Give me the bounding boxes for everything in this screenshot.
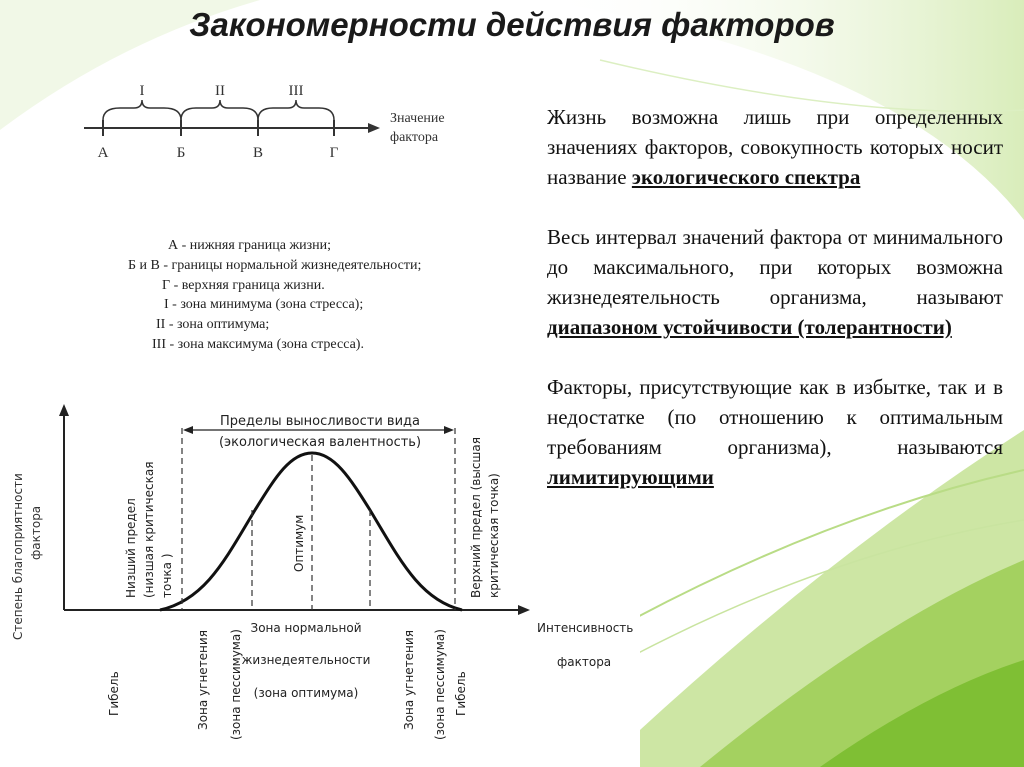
- legend-item: А - нижняя граница жизни;: [168, 238, 332, 253]
- zone-label-2: II: [215, 83, 225, 99]
- zone-label-3: III: [288, 83, 304, 99]
- lower-limit-label-3: точка ): [160, 553, 174, 598]
- normal-zone-label-2: жизнедеятельности: [241, 653, 371, 667]
- tolerance-curve: [160, 453, 462, 610]
- lower-limit-label-1: Низший предел: [124, 498, 138, 598]
- legend-item: Г - верхняя граница жизни.: [162, 277, 325, 293]
- factor-axis-label-2: фактора: [390, 130, 439, 145]
- limits-arrow-left-icon: [183, 426, 193, 434]
- normal-zone-label-3: (зона оптимума): [253, 686, 359, 700]
- y-axis-label-1: Степень благоприятности: [11, 473, 25, 640]
- slide-title: Закономерности действия факторов: [189, 6, 835, 43]
- lower-limit-label-2: (низшая критическая: [142, 461, 156, 598]
- paragraph-ecological-spectrum: Жизнь возможна лишь при определенных значениях факторов, совокупность которых носит название экологического спектра: [547, 105, 1003, 189]
- term-tolerance-range: диапазоном устойчивости (толерантности): [547, 315, 952, 339]
- point-label-g: Г: [329, 145, 339, 161]
- upper-limit-label-2: критическая точка): [487, 473, 501, 598]
- limits-subtitle: (экологическая валентность): [218, 435, 422, 450]
- factor-axis-label-1: Значение: [390, 111, 445, 126]
- point-label-b: Б: [176, 145, 186, 161]
- point-label-v: В: [252, 145, 264, 161]
- right-depression-label: Зона угнетения: [402, 630, 416, 730]
- left-depression-label: Зона угнетения: [196, 630, 210, 730]
- limits-arrow-right-icon: [444, 426, 454, 434]
- legend-item: III - зона максимума (зона стресса).: [152, 336, 364, 352]
- optimum-label: Оптимум: [292, 514, 306, 572]
- left-pessimum-label: (зона пессимума): [229, 629, 243, 740]
- paragraph-tolerance-range: Весь интервал значений фактора от минимального до максимального, при которых возможна жизнедеятельность организма, называют диапазоном устойчивости (толерантности): [547, 225, 1003, 339]
- definitions-text: [547, 102, 1003, 492]
- zone-label-1: I: [139, 83, 145, 99]
- paragraph-limiting-factors: Факторы, присутствующие как в избытке, так и в недостатке (по отношению к оптимальным требованиям организма), называются лимитирующими: [547, 375, 1003, 489]
- legend-item: I - зона минимума (зона стресса);: [164, 297, 364, 313]
- x-axis-label-2: фактора: [557, 655, 612, 669]
- legend-item: Б и В - границы нормальной жизнедеятельности;: [128, 257, 422, 273]
- point-label-a: А: [97, 145, 109, 161]
- y-axis-label-2: фактора: [29, 505, 43, 560]
- y-axis-arrow-icon: [59, 404, 69, 416]
- left-death-label: Гибель: [107, 671, 121, 716]
- upper-limit-label-1: Верхний предел (высшая: [469, 437, 483, 598]
- x-axis-arrow-icon: [518, 605, 530, 615]
- legend-item: II - зона оптимума;: [156, 317, 270, 333]
- right-pessimum-label: (зона пессимума): [433, 629, 447, 740]
- term-limiting-factors: лимитирующими: [547, 465, 714, 489]
- right-death-label: Гибель: [454, 671, 468, 716]
- term-ecological-spectrum: экологического спектра: [631, 165, 861, 189]
- limits-title: Пределы выносливости вида: [220, 414, 420, 429]
- normal-zone-label-1: Зона нормальной: [250, 621, 362, 635]
- x-axis-label-1: Интенсивность: [537, 621, 634, 635]
